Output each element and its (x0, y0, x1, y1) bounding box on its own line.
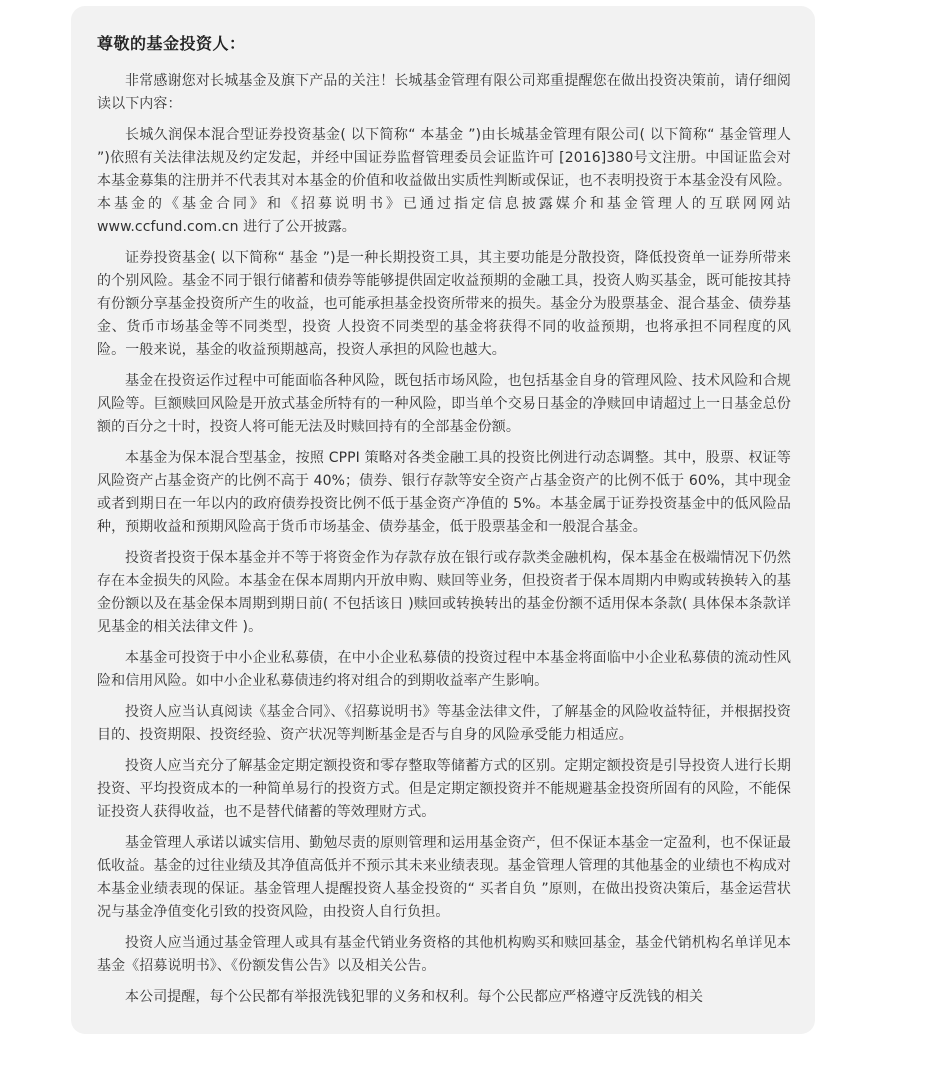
paragraph-principal-guarantee: 投资者投资于保本基金并不等于将资金作为存款存放在银行或存款类金融机构，保本基金在极端情况下仍然存在本金损失的风险。本基金在保本周期内开放申购、赎回等业务，但投资者于保本周期内申购或转换转入的基金份额以及在基金保本周期到期日前( 不包括该日 )赎回或转换转出的基金份额不适用保本条款( 具体保本条款详见基金的相关法律文件 )。 (97, 550, 791, 635)
paragraph-read-documents: 投资人应当认真阅读《基金合同》、《招募说明书》等基金法律文件，了解基金的风险收益特征，并根据投资目的、投资期限、投资经验、资产状况等判断基金是否与自身的风险承受能力相适应。 (97, 704, 791, 743)
paragraph-anti-money-laundering: 本公司提醒，每个公民都有举报洗钱犯罪的义务和权利。每个公民都应严格遵守反洗钱的相关 (125, 989, 704, 1005)
paragraph-allocation-strategy: 本基金为保本混合型基金，按照 CPPI 策略对各类金融工具的投资比例进行动态调整。其中，股票、权证等风险资产占基金资产的比例不高于 40%；债券、银行存款等安全资产占基金资产的比例不低于 60%，其中现金或者到期日在一年以内的政府债券投资比例不低于基金资产净值的 5%。本基金属于证券投资基金中的低风险品种，预期收益和预期风险高于货币市场基金、债券基金，低于股票基金和一般混合基金。 (97, 450, 791, 535)
paragraph-periodic-investment: 投资人应当充分了解基金定期定额投资和零存整取等储蓄方式的区别。定期定额投资是引导投资人进行长期投资、平均投资成本的一种简单易行的投资方式。但是定期定额投资并不能规避基金投资所固有的风险，不能保证投资人获得收益，也不是替代储蓄的等效理财方式。 (97, 758, 791, 820)
paragraph-fund-definition: 证券投资基金( 以下简称“ 基金 ”)是一种长期投资工具，其主要功能是分散投资，降低投资单一证券所带来的个别风险。基金不同于银行储蓄和债券等能够提供固定收益预期的金融工具，投资人购买基金，既可能按其持有份额分享基金投资所产生的收益，也可能承担基金投资所带来的损失。基金分为股票基金、混合基金、债券基金、货币市场基金等不同类型，投资 人投资不同类型的基金将获得不同的收益预期，也将承担不同程度的风险。一般来说，基金的收益预期越高，投资人承担的风险也越大。 (97, 250, 791, 358)
risk-disclosure-panel[interactable] (71, 6, 815, 1034)
paragraph-manager-commitment: 基金管理人承诺以诚实信用、勤勉尽责的原则管理和运用基金资产，但不保证本基金一定盈利，也不保证最低收益。基金的过往业绩及其净值高低并不预示其未来业绩表现。基金管理人管理的其他基金的业绩也不构成对本基金业绩表现的保证。基金管理人提醒投资人基金投资的“ 买者自负 ”原则，在做出投资决策后，基金运营状况与基金净值变化引致的投资风险，由投资人自行负担。 (97, 835, 791, 920)
paragraph-fund-registration: 长城久润保本混合型证券投资基金( 以下简称“ 本基金 ”)由长城基金管理有限公司( 以下简称“ 基金管理人 ”)依照有关法律法规及约定发起，并经中国证券监督管理委员会证监许可 [2016]380号文注册。中国证监会对本基金募集的注册并不代表其对本基金的价值和收益做出实质性判断或保证，也不表明投资于本基金没有风险。本基金的《基金合同》和《招募说明书》已通过指定信息披露媒介和基金管理人的互联网网站 www.ccfund.com.cn 进行了公开披露。 (97, 127, 791, 235)
paragraph-private-bonds: 本基金可投资于中小企业私募债，在中小企业私募债的投资过程中本基金将面临中小企业私募债的流动性风险和信用风险。如中小企业私募债违约将对组合的到期收益率产生影响。 (97, 650, 791, 689)
paragraph-operational-risks: 基金在投资运作过程中可能面临各种风险，既包括市场风险，也包括基金自身的管理风险、技术风险和合规风险等。巨额赎回风险是开放式基金所特有的一种风险，即当单个交易日基金的净赎回申请超过上一日基金总份额的百分之十时，投资人将可能无法及时赎回持有的全部基金份额。 (97, 373, 791, 435)
paragraph-intro: 非常感谢您对长城基金及旗下产品的关注！长城基金管理有限公司郑重提醒您在做出投资决策前，请仔细阅读以下内容： (97, 73, 791, 112)
notice-heading: 尊敬的基金投资人： (97, 34, 246, 53)
paragraph-sales-channels: 投资人应当通过基金管理人或具有基金代销业务资格的其他机构购买和赎回基金，基金代销机构名单详见本基金《招募说明书》、《份额发售公告》以及相关公告。 (97, 935, 791, 974)
